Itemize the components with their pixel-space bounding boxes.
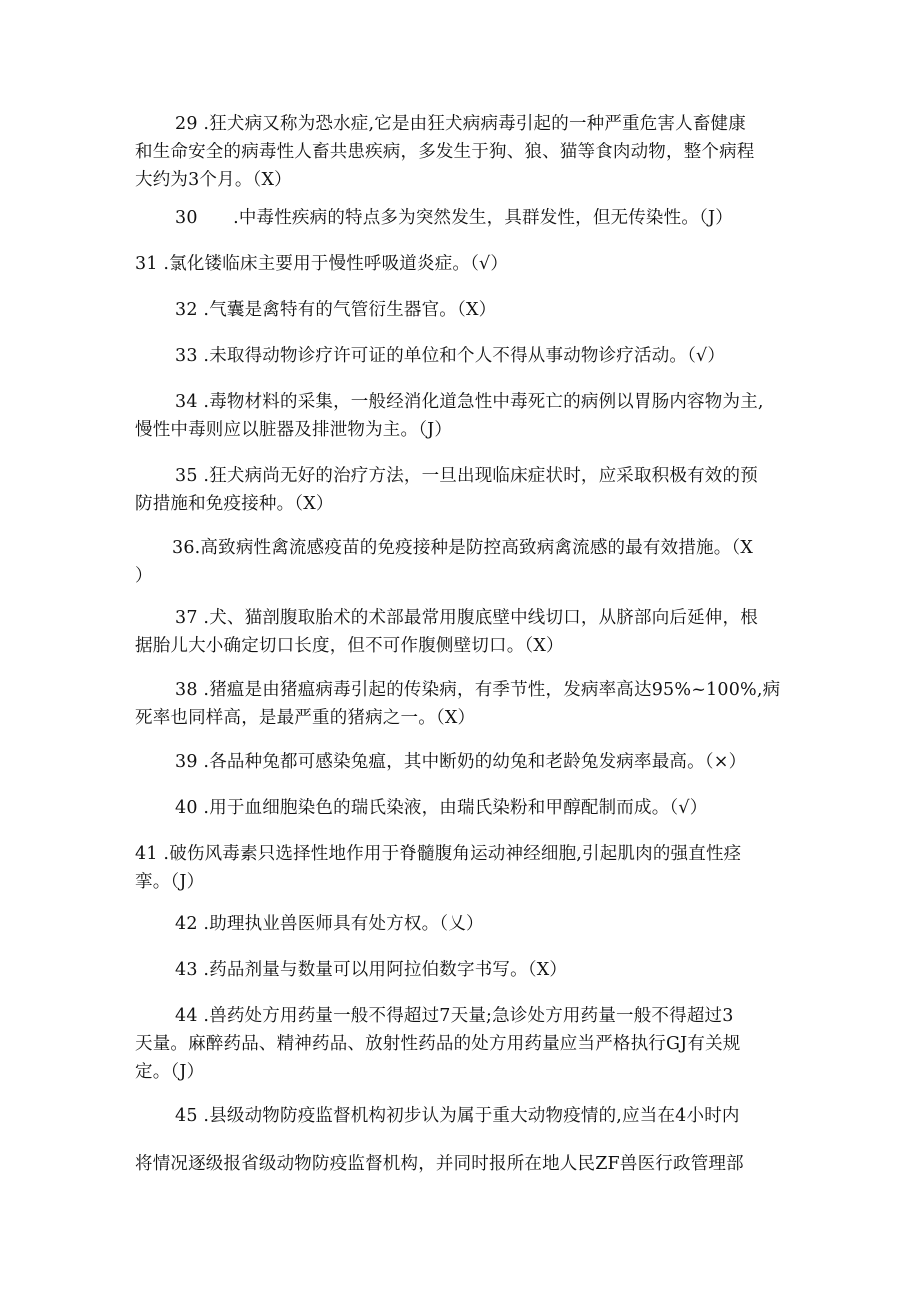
text-line: 大约为3个月。（X） xyxy=(135,170,292,190)
text-line: 41 .破伤风毒素只选择性地作用于脊髓腹角运动神经细胞,引起肌肉的强直性痉 xyxy=(135,844,742,864)
question-45-continued xyxy=(135,1150,785,1178)
question-41 xyxy=(135,840,785,896)
text-line: 33 .未取得动物诊疗许可证的单位和个人不得从事动物诊疗活动。（√） xyxy=(175,346,726,366)
question-43 xyxy=(175,956,825,984)
question-38 xyxy=(135,676,785,732)
text-line: 慢性中毒则应以脏器及排泄物为主。（J） xyxy=(135,420,453,440)
question-29 xyxy=(135,110,785,194)
text-line: 29 .狂犬病又称为恐水症,它是由狂犬病病毒引起的一种严重危害人畜健康 xyxy=(175,114,746,134)
question-32 xyxy=(175,296,825,324)
question-33 xyxy=(175,342,825,370)
question-40 xyxy=(175,794,825,822)
text-line: 42 .助理执业兽医师具有处方权。（乂） xyxy=(175,914,484,934)
text-line: 43 .药品剂量与数量可以用阿拉伯数字书写。（X） xyxy=(175,960,568,980)
question-39 xyxy=(175,748,825,776)
text-line: 40 .用于血细胞染色的瑞氏染液，由瑞氏染粉和甲醇配制而成。（√） xyxy=(175,798,708,818)
text-line: 定。（J） xyxy=(135,1062,205,1082)
text-line: 31 .氯化镂临床主要用于慢性呼吸道炎症。（√） xyxy=(135,254,509,274)
text-line: 和生命安全的病毒性人畜共患疾病，多发生于狗、狼、猫等食肉动物，整个病程 xyxy=(135,142,755,162)
question-37 xyxy=(135,604,785,660)
question-30 xyxy=(175,204,825,232)
text-line: 34 .毒物材料的采集，一般经消化道急性中毒死亡的病例以胃肠内容物为主, xyxy=(175,392,764,412)
text-line: 30 .中毒性疾病的特点多为突然发生，具群发性，但无传染性。（J） xyxy=(175,208,733,228)
text-line: 挛。（J） xyxy=(135,872,205,892)
text-line: 39 .各品种兔都可感染兔瘟，其中断奶的幼兔和老龄兔发病率最高。（×） xyxy=(175,752,747,772)
text-line: 防措施和免疫接种。（X） xyxy=(135,494,334,514)
question-34 xyxy=(135,388,785,444)
question-36 xyxy=(135,534,785,590)
text-line: 据胎儿大小确定切口长度，但不可作腹侧壁切口。（X） xyxy=(135,636,564,656)
text-line: 35 .狂犬病尚无好的治疗方法，一旦出现临床症状时，应采取积极有效的预 xyxy=(175,466,758,486)
question-35 xyxy=(135,462,785,518)
text-line: ） xyxy=(135,566,153,586)
question-31 xyxy=(135,250,785,278)
text-line: 37 .犬、猫剖腹取胎术的术部最常用腹底壁中线切口，从脐部向后延伸，根 xyxy=(175,608,758,628)
text-line: 45 .县级动物防疫监督机构初步认为属于重大动物疫情的,应当在4小时内 xyxy=(175,1106,740,1126)
text-line: 36.高致病性禽流感疫苗的免疫接种是防控高致病禽流感的最有效措施。（X xyxy=(172,538,754,558)
question-44 xyxy=(135,1002,785,1086)
text-line: 死率也同样高，是最严重的猪病之一。（X） xyxy=(135,708,476,728)
text-line: 38 .猪瘟是由猪瘟病毒引起的传染病，有季节性，发病率高达95%~100%,病 xyxy=(175,680,781,700)
text-line: 32 .气囊是禽特有的气管衍生器官。（X） xyxy=(175,300,497,320)
text-line: 天量。麻醉药品、精神药品、放射性药品的处方用药量应当严格执行GJ有关规 xyxy=(135,1034,741,1054)
text-line: 44 .兽药处方用药量一般不得超过7天量;急诊处方用药量一般不得超过3 xyxy=(175,1006,734,1026)
question-45 xyxy=(175,1102,825,1130)
question-42 xyxy=(175,910,825,938)
text-line: 将情况逐级报省级动物防疫监督机构，并同时报所在地人民ZF兽医行政管理部 xyxy=(135,1154,744,1174)
